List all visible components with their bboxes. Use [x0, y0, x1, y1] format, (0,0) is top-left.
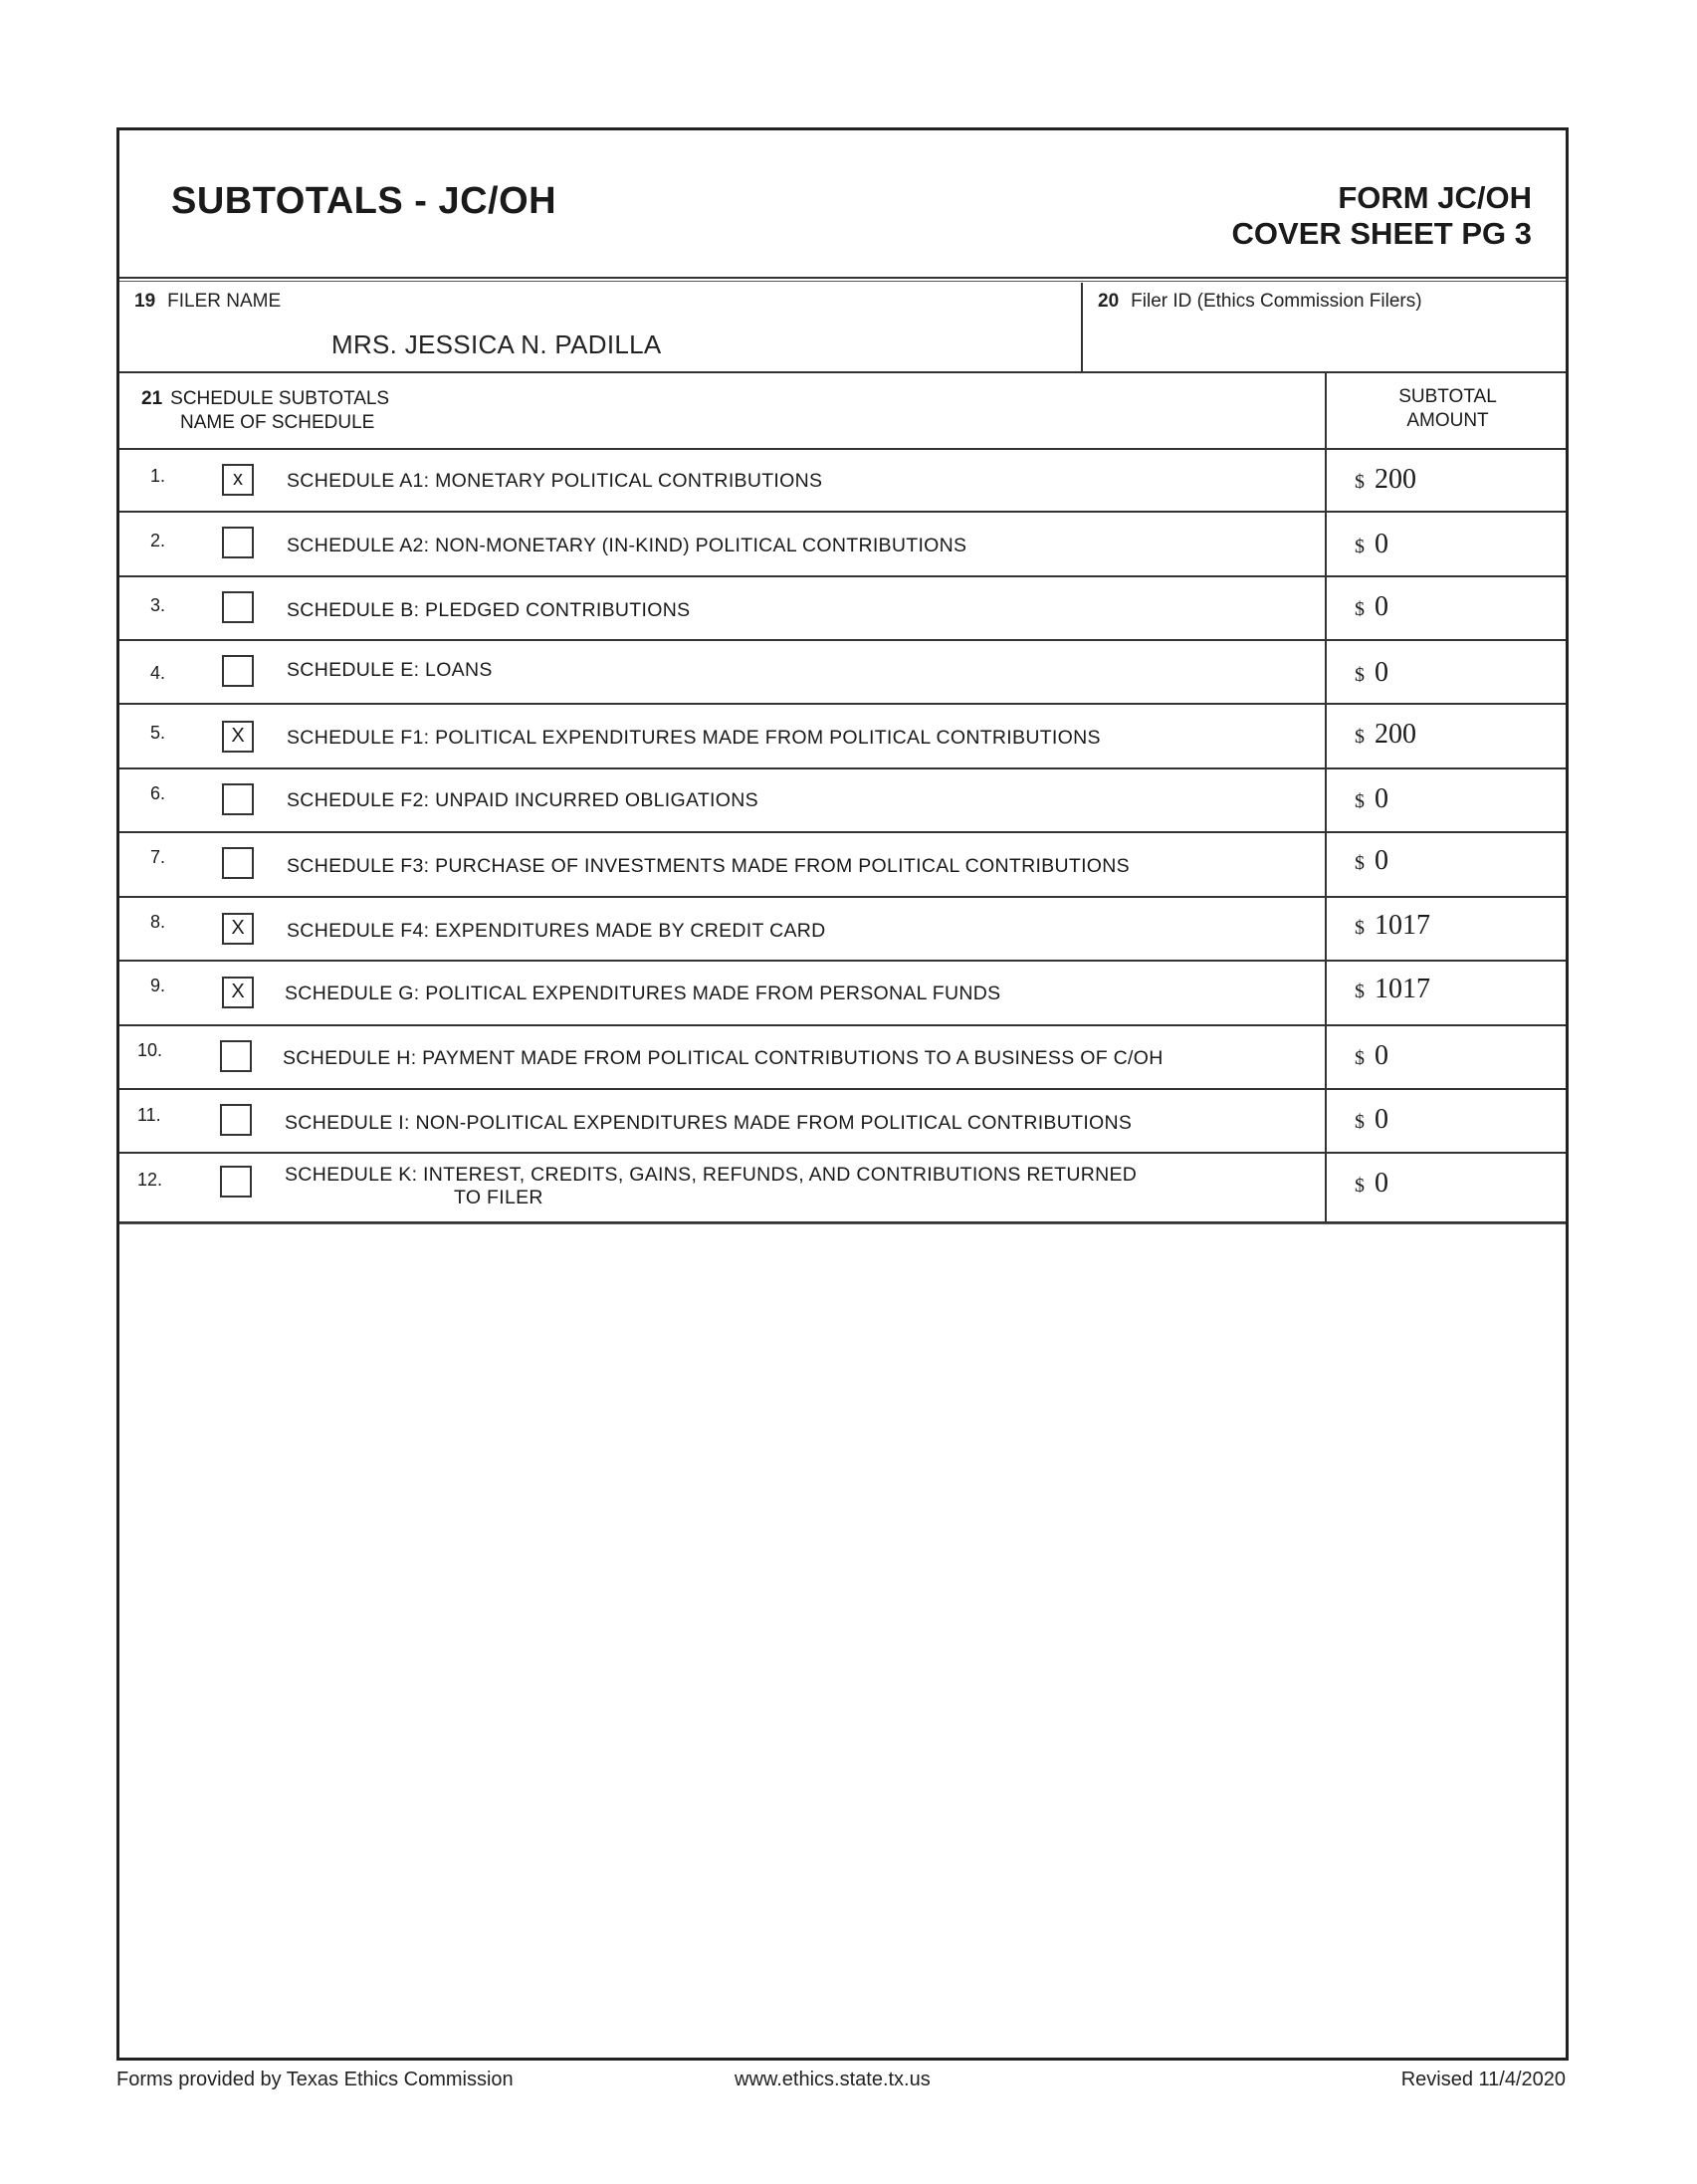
schedule-row: [119, 705, 1566, 769]
amount-value: 200: [1375, 464, 1416, 495]
page-title: SUBTOTALS - JC/OH: [171, 180, 557, 222]
subtotal-amount[interactable]: [1355, 1168, 1388, 1200]
currency-symbol: $: [1355, 1175, 1365, 1197]
field-label-text: Filer ID (Ethics Commission Filers): [1131, 291, 1422, 312]
filer-name-label: [134, 291, 281, 313]
filer-name-value[interactable]: MRS. JESSICA N. PADILLA: [331, 329, 662, 359]
schedule-checkbox[interactable]: [222, 783, 254, 815]
schedule-checkbox[interactable]: X: [222, 721, 254, 753]
schedule-name: [287, 789, 758, 812]
schedule-checkbox[interactable]: [222, 591, 254, 623]
amount-value: 0: [1375, 783, 1388, 814]
field-label-text: FILER NAME: [167, 291, 282, 312]
subtotal-amount[interactable]: [1355, 719, 1416, 751]
amount-value: 0: [1375, 529, 1388, 559]
form-name: FORM JC/OH: [1338, 180, 1532, 215]
filer-info-row: [119, 283, 1566, 373]
footer-revision: Revised 11/4/2020: [1400, 2069, 1566, 2090]
row-number: 10.: [137, 1040, 163, 1060]
schedule-row: [119, 641, 1566, 705]
schedule-row: [119, 448, 1566, 513]
subtotal-amount[interactable]: [1355, 910, 1430, 942]
subtotal-amount[interactable]: [1355, 845, 1388, 877]
filer-id-label: [1098, 291, 1422, 313]
form-frame: [116, 127, 1569, 2061]
form-identifier: [1232, 180, 1532, 252]
row-number: 8.: [150, 912, 166, 932]
schedule-name: [283, 1047, 1164, 1070]
amount-value: 1017: [1375, 910, 1430, 941]
schedule-row: [119, 898, 1566, 962]
schedule-subtotals-label: [141, 387, 389, 435]
schedule-checkbox[interactable]: [222, 655, 254, 687]
row-number: 3.: [150, 595, 166, 615]
schedule-name-text: SCHEDULE A2: NON-MONETARY (IN-KIND) POLITICAL CONTRIBUTIONS: [287, 535, 967, 556]
schedule-name-text: SCHEDULE G: POLITICAL EXPENDITURES MADE FROM PERSONAL FUNDS: [285, 983, 1001, 1004]
schedule-name: [287, 535, 966, 557]
schedule-name-text: SCHEDULE H: PAYMENT MADE FROM POLITICAL CONTRIBUTIONS TO A BUSINESS OF C/OH: [283, 1047, 1164, 1069]
amount-value: 0: [1375, 591, 1388, 622]
amount-value: 0: [1375, 657, 1388, 688]
currency-symbol: $: [1355, 1111, 1365, 1133]
subtotal-amount[interactable]: [1355, 974, 1430, 1005]
subtotal-amount[interactable]: [1355, 591, 1388, 623]
amount-value: 1017: [1375, 974, 1430, 1004]
currency-symbol: $: [1355, 536, 1365, 557]
currency-symbol: $: [1355, 790, 1365, 812]
currency-symbol: $: [1355, 664, 1365, 686]
schedule-name: [287, 470, 822, 493]
currency-symbol: $: [1355, 471, 1365, 493]
schedule-row: [119, 513, 1566, 577]
row-number: 2.: [150, 531, 166, 550]
schedule-row: [119, 1026, 1566, 1090]
amount-value: 0: [1375, 845, 1388, 876]
schedule-name-text: SCHEDULE F1: POLITICAL EXPENDITURES MADE FROM POLITICAL CONTRIBUTIONS: [287, 727, 1101, 749]
currency-symbol: $: [1355, 726, 1365, 748]
row-number: 6.: [150, 783, 166, 803]
amount-header-line: AMOUNT: [1406, 410, 1489, 431]
schedule-row: [119, 833, 1566, 898]
field-number: 21: [141, 388, 163, 409]
row-number: 5.: [150, 723, 166, 743]
currency-symbol: $: [1355, 1047, 1365, 1069]
schedule-name-continuation: TO FILER: [454, 1187, 543, 1208]
schedule-name: [287, 659, 493, 682]
form-page: COVER SHEET PG 3: [1231, 216, 1532, 251]
row-number: 7.: [150, 847, 166, 867]
schedule-subtotals-title: SCHEDULE SUBTOTALS: [170, 388, 390, 409]
schedule-row: [119, 1090, 1566, 1154]
field-number: 20: [1098, 291, 1120, 312]
schedule-name-text: SCHEDULE F3: PURCHASE OF INVESTMENTS MADE FROM POLITICAL CONTRIBUTIONS: [287, 855, 1130, 877]
schedule-name-text: SCHEDULE A1: MONETARY POLITICAL CONTRIBUTIONS: [287, 470, 823, 492]
footer-website[interactable]: www.ethics.state.tx.us: [735, 2069, 931, 2090]
subtotal-amount[interactable]: [1355, 657, 1388, 689]
row-number: 1.: [150, 466, 166, 486]
schedule-name: [287, 920, 826, 943]
schedule-name-text: SCHEDULE I: NON-POLITICAL EXPENDITURES MADE FROM POLITICAL CONTRIBUTIONS: [285, 1112, 1133, 1134]
schedule-checkbox[interactable]: [220, 1166, 252, 1198]
row-number: 12.: [137, 1170, 163, 1190]
subtotal-amount[interactable]: [1355, 1104, 1388, 1136]
table-bottom-divider: [119, 1223, 1566, 1224]
schedule-checkbox[interactable]: X: [222, 977, 254, 1008]
amount-value: 200: [1375, 719, 1416, 750]
schedule-checkbox[interactable]: x: [222, 464, 254, 496]
schedule-name-text: SCHEDULE E: LOANS: [287, 659, 493, 681]
currency-symbol: $: [1355, 598, 1365, 620]
name-of-schedule-label: NAME OF SCHEDULE: [180, 412, 375, 433]
row-number: 4.: [150, 663, 166, 683]
schedule-row: [119, 1154, 1566, 1223]
form-header: [119, 130, 1566, 279]
schedule-subtotals-header: [119, 371, 1566, 450]
currency-symbol: $: [1355, 852, 1365, 874]
subtotal-amount[interactable]: [1355, 1040, 1388, 1072]
schedule-name: [285, 1112, 1132, 1135]
amount-value: 0: [1375, 1040, 1388, 1071]
schedule-name: [287, 855, 1130, 878]
amount-value: 0: [1375, 1168, 1388, 1199]
subtotal-header-line: SUBTOTAL: [1398, 386, 1497, 407]
schedule-row: [119, 962, 1566, 1026]
subtotal-amount-header: [1327, 385, 1569, 433]
schedule-name-text: SCHEDULE F2: UNPAID INCURRED OBLIGATIONS: [287, 789, 758, 811]
schedule-name: [287, 599, 690, 622]
schedule-name: [287, 727, 1101, 750]
subtotal-amount[interactable]: [1355, 464, 1416, 496]
schedule-row: [119, 577, 1566, 641]
row-number: 9.: [150, 976, 166, 995]
schedule-checkbox[interactable]: [222, 847, 254, 879]
amount-value: 0: [1375, 1104, 1388, 1135]
schedule-checkbox[interactable]: [220, 1104, 252, 1136]
schedule-name-text: SCHEDULE K: INTEREST, CREDITS, GAINS, REFUNDS, AND CONTRIBUTIONS RETURNED: [285, 1164, 1138, 1186]
filer-divider: [1081, 283, 1083, 371]
currency-symbol: $: [1355, 917, 1365, 939]
schedule-name-text: SCHEDULE B: PLEDGED CONTRIBUTIONS: [287, 599, 691, 621]
header-divider: [119, 281, 1566, 282]
schedule-name: [285, 983, 1000, 1005]
row-number: 11.: [137, 1105, 161, 1125]
schedule-checkbox[interactable]: X: [222, 913, 254, 945]
schedule-checkbox[interactable]: [222, 527, 254, 558]
subtotal-amount[interactable]: [1355, 783, 1388, 815]
schedule-checkbox[interactable]: [220, 1040, 252, 1072]
schedule-name-text: SCHEDULE F4: EXPENDITURES MADE BY CREDIT CARD: [287, 920, 826, 942]
currency-symbol: $: [1355, 981, 1365, 1002]
field-number: 19: [134, 291, 156, 312]
subtotal-amount[interactable]: [1355, 529, 1388, 560]
schedule-row: [119, 769, 1566, 833]
schedule-name: [285, 1164, 1137, 1208]
footer-provider: Forms provided by Texas Ethics Commission: [116, 2069, 514, 2090]
